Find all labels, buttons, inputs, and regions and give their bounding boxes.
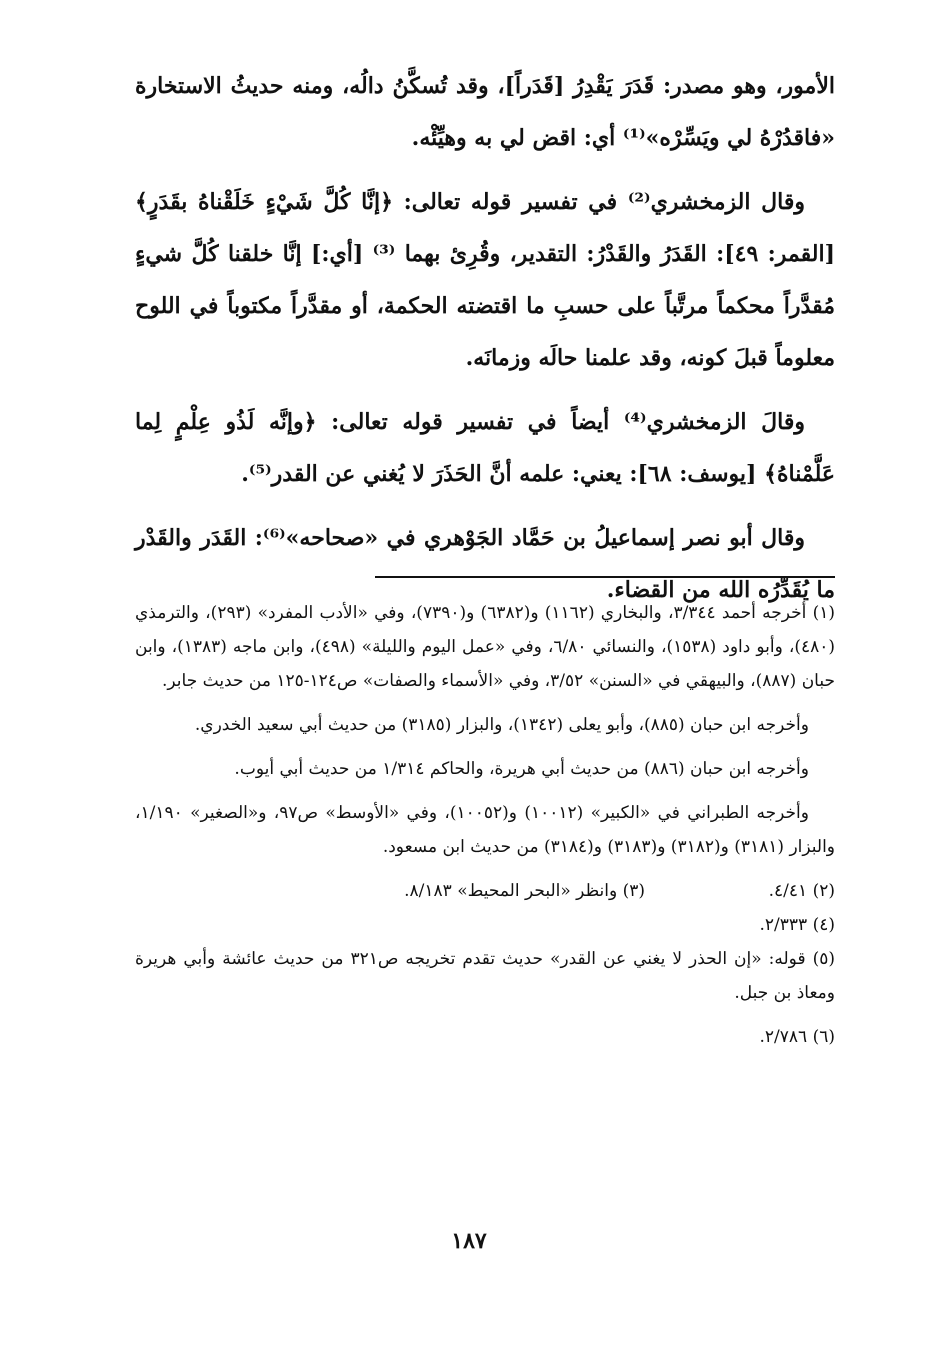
footnote-divider bbox=[375, 576, 835, 578]
footnote-1-cont-c: وأخرجه ابن حبان (٨٨٦) من حديث أبي هريرة، والحاكم ١/٣١٤ من حديث أبي أيوب. bbox=[234, 759, 809, 779]
footnote-1: (١) أخرجه أحمد ٣/٣٤٤، والبخاري (١١٦٢) و(٦٣٨٢) و(٧٣٩٠)، وفي «الأدب المفرد» (٢٩٣)، والترمذي (٤٨٠)، وأبو داود (١٥٣٨)، والنسائي ٦/٨٠، وفي «عمل اليوم والليلة» (٤٩٨)، وابن ماجه (١٣٨٣)، وابن حبان (٨٨٧)، والبيهقي في «السنن» ٣/٥٢، وفي «الأسماء والصفات» ص١٢٤-١٢٥ من حديث جابر. bbox=[135, 603, 836, 691]
footnote-row-6 bbox=[135, 1020, 835, 1054]
footnote-2: (٢) ٤/٤١. bbox=[768, 881, 835, 901]
footnote-6: (٦) ٢/٧٨٦. bbox=[759, 1027, 835, 1047]
footnote-1-cont-d: وأخرجه الطبراني في «الكبير» (١٠٠١٢) و(١٠٠٥٢)، وفي «الأوسط» ص٩٧، و«الصغير» ١/١٩٠، والبزار (٣١٨١) و(٣١٨٢) و(٣١٨٣) و(٣١٨٤) من حديث ابن مسعود. bbox=[135, 803, 835, 857]
paragraph-3: وقالَ الزمخشري⁽⁴⁾ أيضاً في تفسير قوله تعالى: ﴿وإنَّه لَذُو عِلْمٍ لِما عَلَّمْناهُ﴾ [يوسف: ٦٨]: يعني: علمه أنَّ الحَذَرَ لا يُغني عن القدر⁽⁵⁾. bbox=[135, 409, 835, 487]
footnotes bbox=[135, 596, 835, 1054]
page-number: ١٨٧ bbox=[451, 1228, 487, 1254]
footnote-4: (٤) ٢/٣٣٣. bbox=[759, 915, 835, 935]
footnote-3: (٣) وانظر «البحر المحيط» ٨/١٨٣. bbox=[404, 881, 645, 901]
main-text bbox=[135, 60, 835, 628]
paragraph-4: وقال أبو نصر إسماعيلُ بن حَمَّاد الجَوْهري في «صحاحه»⁽⁶⁾: القَدَر والقَدْر ما يُقَدِّرُه الله من القضاء. bbox=[135, 525, 835, 603]
footnote-1-cont-b: وأخرجه ابن حبان (٨٨٥)، وأبو يعلى (١٣٤٢)، والبزار (٣١٨٥) من حديث أبي سعيد الخدري. bbox=[194, 715, 809, 735]
paragraph-2: وقال الزمخشري⁽²⁾ في تفسير قوله تعالى: ﴿إنَّا كُلَّ شَيْءٍ خَلَقْناهُ بقَدَرٍ﴾ [القمر: ٤٩]: القَدَرُ والقَدْرُ: التقدير، وقُرِئ بهما ⁽³⁾ [أي:] إنَّا خلقنا كُلَّ شيءٍ مُقدَّراً محكماً مرتَّباً على حسبِ ما اقتضته الحكمة، أو مقدَّراً مكتوباً في اللوح معلوماً قبلَ كونه، وقد علمنا حالَه وزمانَه. bbox=[135, 189, 835, 371]
footnote-5: (٥) قوله: «إن الحذر لا يغني عن القدر» حديث تقدم تخريجه ص٣٢١ من حديث عائشة وأبي هريرة ومعاذ بن جبل. bbox=[135, 949, 835, 1003]
paragraph-1: الأمور، وهو مصدر: قَدَرَ يَقْدِرُ [قَدَراً]، وقد تُسكَّنُ دالُه، ومنه حديثُ الاستخارة «فاقدُرْهُ لي ويَسِّرْه»⁽¹⁾ أي: اقض لي به وهيِّئْه. bbox=[135, 73, 835, 151]
footnote-row-4 bbox=[135, 908, 835, 942]
footnote-row-2-3 bbox=[135, 874, 835, 908]
